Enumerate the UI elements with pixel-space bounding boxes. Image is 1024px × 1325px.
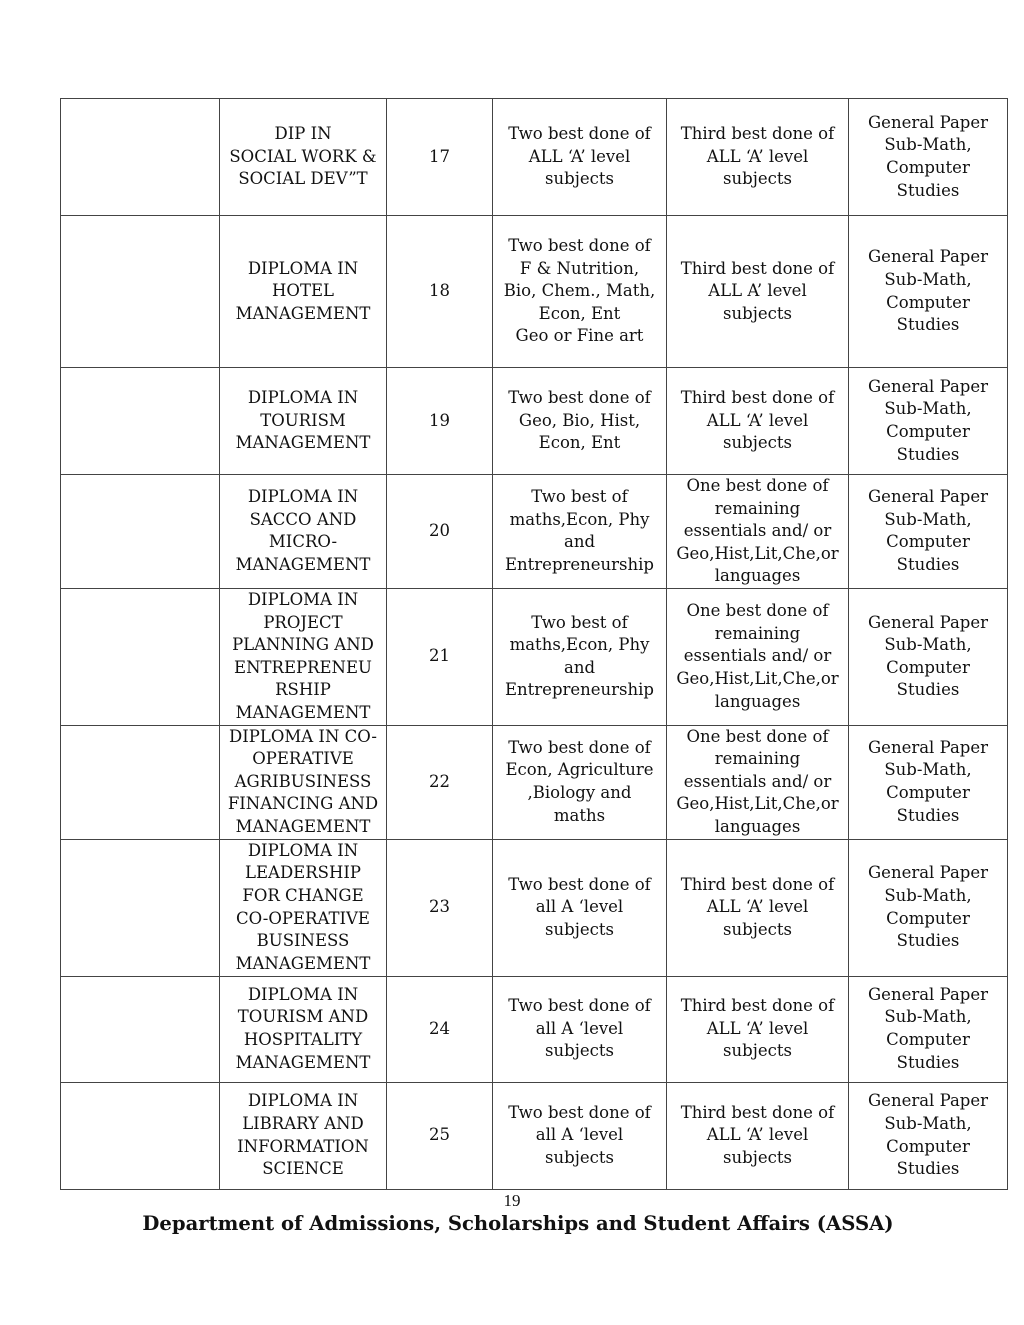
programme-name-cell: DIPLOMA IN LIBRARY AND INFORMATION SCIENCE [220,1082,387,1189]
blank-cell [61,1082,220,1189]
subsidiary-subjects-cell: General Paper Sub-Math, Computer Studies [849,216,1008,368]
subject-requirement-1-cell: Two best done of Geo, Bio, Hist, Econ, Ent [493,368,667,475]
subject-requirement-2-cell: Third best done of ALL A’ level subjects [667,216,849,368]
subject-requirement-2-cell: Third best done of ALL ‘A’ level subjects [667,976,849,1082]
programme-number-cell: 20 [387,475,493,589]
programme-number-cell: 23 [387,839,493,976]
subject-requirement-1-cell: Two best done of F & Nutrition, Bio, Chem., Math, Econ, Ent Geo or Fine art [493,216,667,368]
blank-cell [61,839,220,976]
subject-requirement-2-cell: Third best done of ALL ‘A’ level subjects [667,1082,849,1189]
subsidiary-subjects-cell: General Paper Sub-Math, Computer Studies [849,839,1008,976]
footer-title: Department of Admissions, Scholarships and Student Affairs (ASSA) [142,1212,894,1235]
table-row [61,99,1008,216]
subject-requirement-2-cell: Third best done of ALL ‘A’ level subjects [667,368,849,475]
programme-name-cell: DIPLOMA IN HOTEL MANAGEMENT [220,216,387,368]
table-row [61,368,1008,475]
blank-cell [61,99,220,216]
subject-requirement-1-cell: Two best done of ALL ‘A’ level subjects [493,99,667,216]
programme-number-cell: 22 [387,725,493,839]
programme-name-cell: DIPLOMA IN PROJECT PLANNING AND ENTREPRENEU RSHIP MANAGEMENT [220,588,387,725]
programme-number-cell: 24 [387,976,493,1082]
programme-name-cell: DIPLOMA IN SACCO AND MICRO- MANAGEMENT [220,475,387,589]
subsidiary-subjects-cell: General Paper Sub-Math, Computer Studies [849,475,1008,589]
subject-requirement-1-cell: Two best done of all A ‘level subjects [493,1082,667,1189]
subsidiary-subjects-cell: General Paper Sub-Math, Computer Studies [849,588,1008,725]
table-row [61,1082,1008,1189]
subject-requirement-2-cell: Third best done of ALL ‘A’ level subjects [667,839,849,976]
blank-cell [61,725,220,839]
programme-number-cell: 19 [387,368,493,475]
programme-number-cell: 25 [387,1082,493,1189]
subject-requirement-2-cell: One best done of remaining essentials and/ or Geo,Hist,Lit,Che,or languages [667,475,849,589]
subject-requirement-1-cell: Two best of maths,Econ, Phy and Entrepreneurship [493,475,667,589]
programme-number-cell: 18 [387,216,493,368]
subsidiary-subjects-cell: General Paper Sub-Math, Computer Studies [849,725,1008,839]
subject-requirement-1-cell: Two best done of Econ, Agriculture ,Biology and maths [493,725,667,839]
table-row [61,588,1008,725]
table-row [61,839,1008,976]
programmes-table [60,98,1008,1190]
subject-requirement-2-cell: Third best done of ALL ‘A’ level subjects [667,99,849,216]
page-number: 19 [503,1191,521,1210]
blank-cell [61,368,220,475]
blank-cell [61,216,220,368]
subject-requirement-1-cell: Two best done of all A ‘level subjects [493,839,667,976]
table-row [61,725,1008,839]
blank-cell [61,475,220,589]
subsidiary-subjects-cell: General Paper Sub-Math, Computer Studies [849,99,1008,216]
programme-number-cell: 21 [387,588,493,725]
subsidiary-subjects-cell: General Paper Sub-Math, Computer Studies [849,368,1008,475]
blank-cell [61,588,220,725]
programme-name-cell: DIPLOMA IN TOURISM MANAGEMENT [220,368,387,475]
programme-name-cell: DIPLOMA IN CO- OPERATIVE AGRIBUSINESS FINANCING AND MANAGEMENT [220,725,387,839]
subject-requirement-2-cell: One best done of remaining essentials and/ or Geo,Hist,Lit,Che,or languages [667,725,849,839]
programmes-table-body [61,99,1008,1190]
programme-name-cell: DIP IN SOCIAL WORK & SOCIAL DEV”T [220,99,387,216]
table-row [61,475,1008,589]
table-row [61,216,1008,368]
subject-requirement-1-cell: Two best done of all A ‘level subjects [493,976,667,1082]
subsidiary-subjects-cell: General Paper Sub-Math, Computer Studies [849,976,1008,1082]
blank-cell [61,976,220,1082]
subsidiary-subjects-cell: General Paper Sub-Math, Computer Studies [849,1082,1008,1189]
subject-requirement-1-cell: Two best of maths,Econ, Phy and Entrepreneurship [493,588,667,725]
table-row [61,976,1008,1082]
programme-number-cell: 17 [387,99,493,216]
programme-name-cell: DIPLOMA IN TOURISM AND HOSPITALITY MANAGEMENT [220,976,387,1082]
subject-requirement-2-cell: One best done of remaining essentials and/ or Geo,Hist,Lit,Che,or languages [667,588,849,725]
programme-name-cell: DIPLOMA IN LEADERSHIP FOR CHANGE CO-OPERATIVE BUSINESS MANAGEMENT [220,839,387,976]
